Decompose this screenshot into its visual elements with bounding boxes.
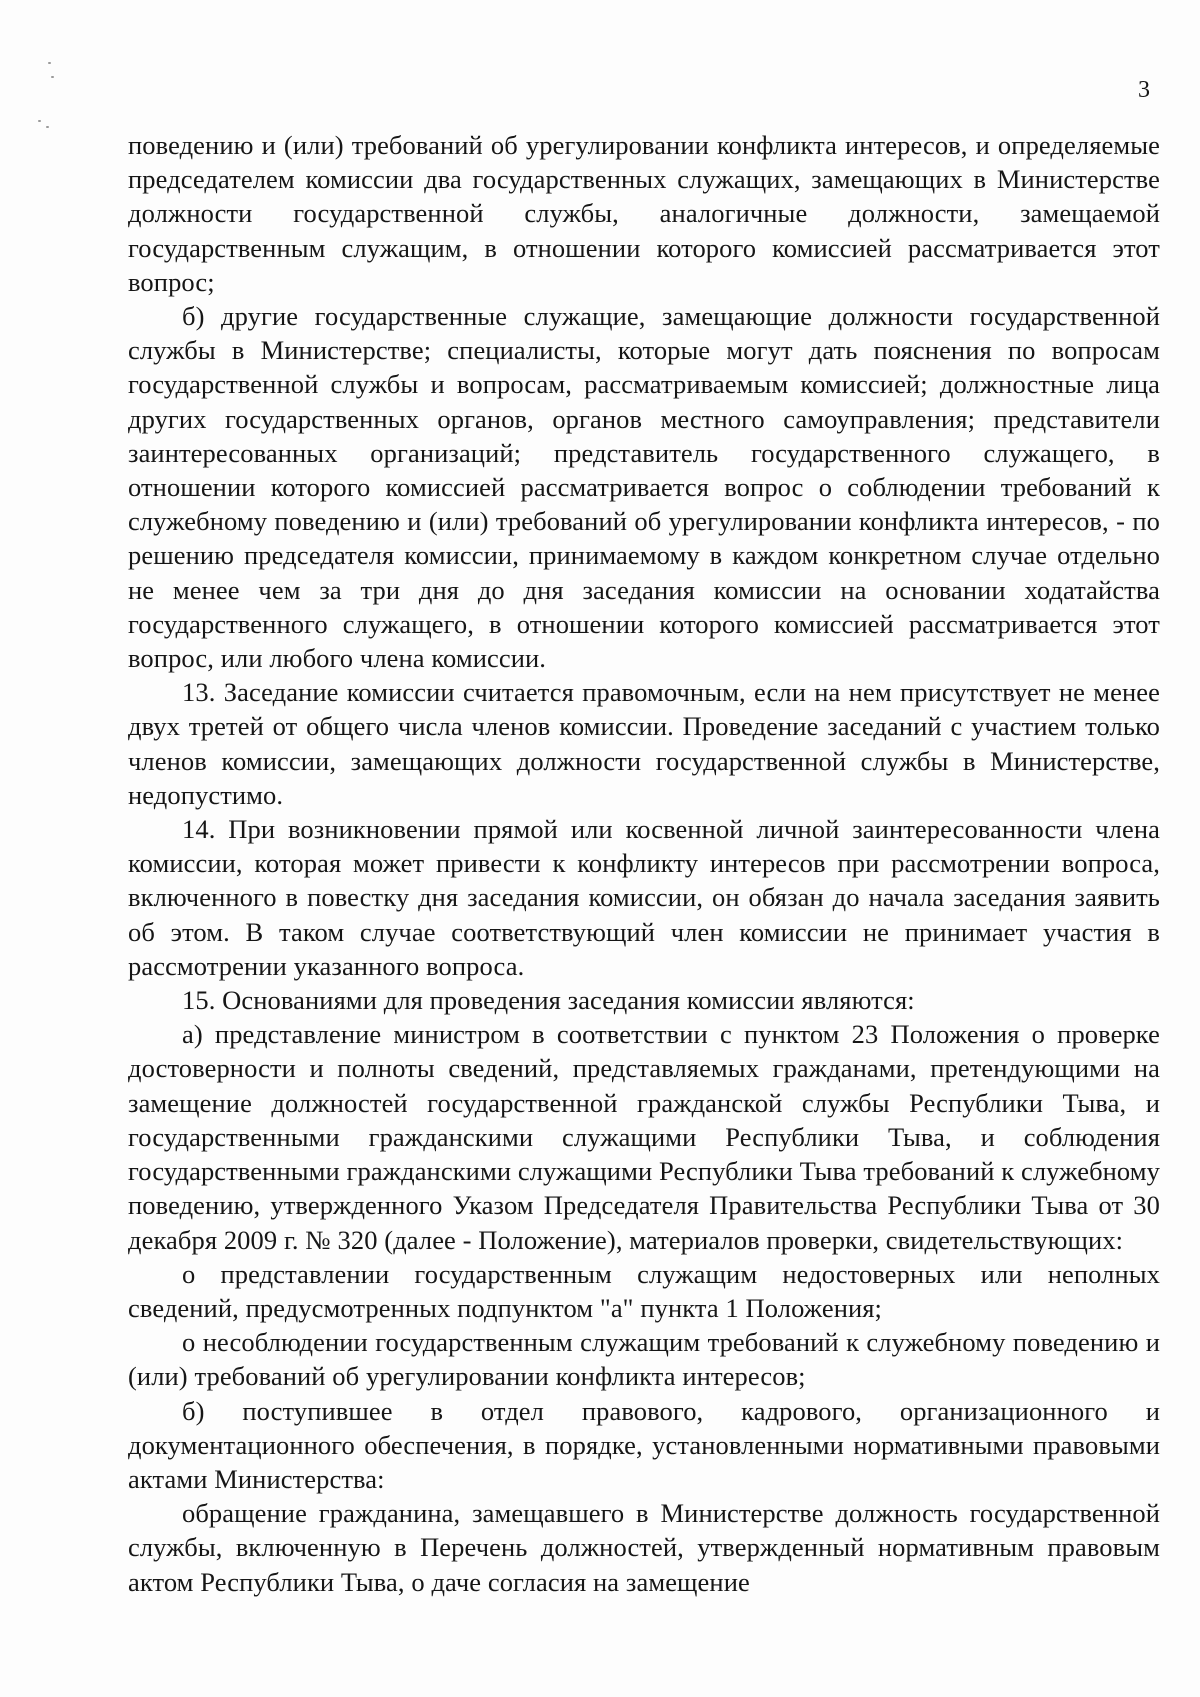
paragraph-subitem-a-clause-2: о несоблюдении государственным служащим требований к служебному поведению и (или) требований об урегулировании конфликта интересов; <box>128 1327 1160 1392</box>
document-body <box>128 128 1160 1599</box>
scan-speck <box>48 62 51 64</box>
paragraph-subitem-b: б) поступившее в отдел правового, кадрового, организационного и документационного обеспечения, в порядке, установленными нормативными правовыми актами Министерства: <box>128 1395 1160 1494</box>
paragraph-subitem-a-clause-1: о представлении государственным служащим недостоверных или неполных сведений, предусмотренных подпунктом "а" пункта 1 Положения; <box>128 1258 1160 1323</box>
paragraph-continuation: поведению и (или) требований об урегулировании конфликта интересов, и определяемые председателем комиссии два государственных служащих, замещающих в Министерстве должности государственной службы, аналогичные должности, замещаемой государственным служащим, в отношении которого комиссией рассматривается этот вопрос; <box>128 130 1160 297</box>
paragraph-subitem-b-participants: б) другие государственные служащие, замещающие должности государственной службы в Министерстве; специалисты, которые могут дать пояснения по вопросам государственной службы и вопросам, рассматриваемым комиссией; должностные лица других государственных органов, органов местного самоуправления; представители заинтересованных организаций; представитель государственного служащего, в отношении которого комиссией рассматривается вопрос о соблюдении требований к служебному поведению и (или) требований об урегулировании конфликта интересов, - по решению председателя комиссии, принимаемому в каждом конкретном случае отдельно не менее чем за три дня до дня заседания комиссии на основании ходатайства государственного служащего, в отношении которого комиссией рассматривается этот вопрос, или любого члена комиссии. <box>128 301 1160 674</box>
paragraph-item-15: 15. Основаниями для проведения заседания комиссии являются: <box>182 985 915 1016</box>
scan-speck <box>51 76 54 78</box>
paragraph-item-13: 13. Заседание комиссии считается правомочным, если на нем присутствует не менее двух третей от общего числа членов комиссии. Проведение заседаний с участием только членов комиссии, замещающих должности государственной службы в Министерстве, недопустимо. <box>128 677 1160 810</box>
paragraph-subitem-a: а) представление министром в соответствии с пунктом 23 Положения о проверке достоверности и полноты сведений, представляемых гражданами, претендующими на замещение должностей государственной гражданской службы Республики Тыва, и государственными гражданскими служащими Республики Тыва, и соблюдения государственными гражданскими служащими Республики Тыва требований к служебному поведению, утвержденного Указом Председателя Правительства Республики Тыва от 30 декабря 2009 г. № 320 (далее - Положение), материалов проверки, свидетельствующих: <box>128 1019 1160 1255</box>
paragraph-item-14: 14. При возникновении прямой или косвенной личной заинтересованности члена комиссии, которая может привести к конфликту интересов при рассмотрении вопроса, включенного в повестку дня заседания комиссии, он обязан до начала заседания заявить об этом. В таком случае соответствующий член комиссии не принимает участия в рассмотрении указанного вопроса. <box>128 814 1160 981</box>
scan-speck <box>46 126 49 128</box>
scan-speck <box>38 120 41 122</box>
paragraph-subitem-b-clause-1: обращение гражданина, замещавшего в Министерстве должность государственной службы, включенную в Перечень должностей, утвержденный нормативным правовым актом Республики Тыва, о даче согласия на замещение <box>128 1498 1160 1597</box>
page-number: 3 <box>1138 77 1150 103</box>
